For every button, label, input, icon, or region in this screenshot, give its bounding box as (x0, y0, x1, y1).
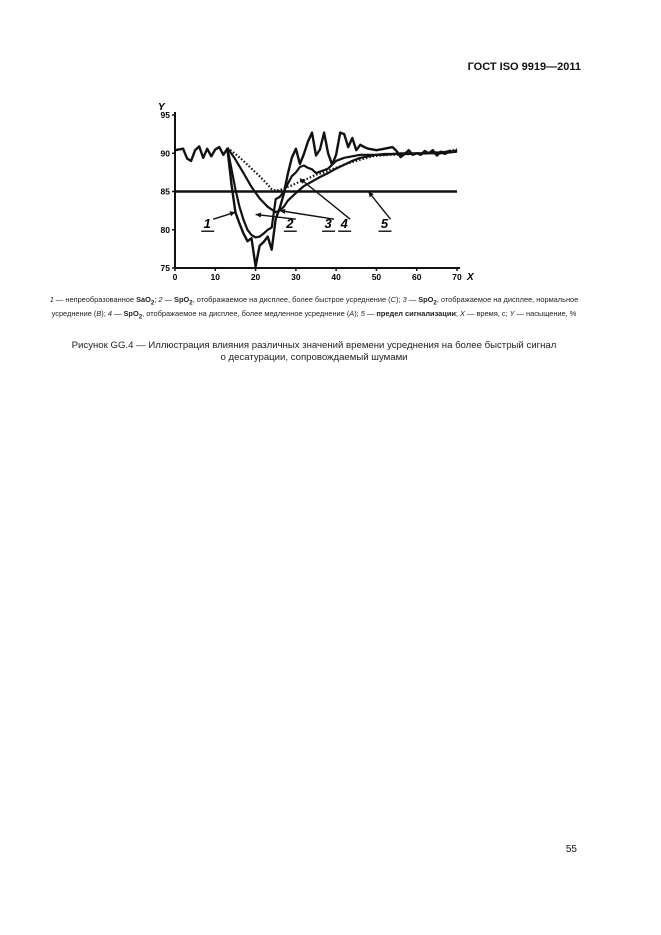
chart-callouts (201, 178, 391, 231)
legend-item2-letter: С (390, 295, 396, 304)
callout-label-4: 4 (340, 216, 348, 232)
legend-x-text: — время, с; (464, 309, 510, 319)
legend-item2-num: 2 (158, 295, 163, 304)
legend-item3-num: 3 (402, 295, 407, 304)
callout-leader-4 (300, 178, 350, 219)
callout-label-3: 3 (324, 216, 332, 232)
figure-caption (48, 340, 580, 364)
legend-item4-end: ); (354, 309, 361, 319)
callout-label-2: 2 (286, 216, 294, 232)
legend-item2-rest: , отображаемое на дисплее, более быстрое усреднение ( (192, 295, 391, 304)
x-tick-label: 50 (371, 272, 382, 282)
legend-item4-text: — (112, 309, 124, 319)
legend-sep1: ; (154, 295, 159, 304)
legend-item3-rest: , отображаемое на дисплее, нормальное усреднение ( (51, 295, 579, 319)
legend-x-symbol: X (460, 309, 465, 319)
legend-item2-text: — (162, 295, 175, 304)
legend-item4-rest: , отображаемое на дисплее, более медленное усреднение ( (142, 309, 350, 319)
x-tick-label: 10 (210, 272, 221, 282)
callout-arrowhead-1 (229, 211, 235, 216)
x-tick-label: 20 (250, 272, 261, 282)
figure-legend (48, 294, 580, 323)
legend-item4-bold: SpO (123, 309, 139, 319)
legend-item3-sub: 2 (433, 299, 437, 307)
caption-line1: Рисунок GG.4 — Иллюстрация влияния различных значений времени усреднения на более быстрый сигнал (71, 340, 557, 351)
callout-label-5: 5 (380, 216, 389, 232)
legend-item5-end: ; (455, 309, 461, 319)
y-tick-label: 85 (160, 186, 170, 197)
y-tick-label: 80 (160, 224, 170, 235)
series-line-4 (227, 148, 457, 191)
legend-item4-num: 4 (107, 309, 112, 319)
legend-item5-num: 5 (360, 309, 365, 319)
legend-item3-letter: В (96, 309, 102, 319)
legend-item1-bold: SaO (136, 295, 151, 304)
legend-item2-sub: 2 (189, 299, 193, 307)
legend-item1-num: 1 (49, 295, 54, 304)
legend-item5-text: — (364, 309, 377, 319)
x-axis-label: X (467, 272, 474, 283)
legend-item2-bold: SpO (174, 295, 190, 304)
legend-item4-letter: А (349, 309, 355, 319)
legend-item1-sub: 2 (150, 299, 155, 307)
x-tick-label: 60 (411, 272, 422, 282)
caption-line2: о десатурации, сопровождаемый шумами (220, 352, 408, 363)
legend-item5-bold: предел сигнализации (376, 309, 456, 319)
legend-item4-sub: 2 (138, 313, 143, 321)
y-axis-label: Y (158, 102, 165, 113)
y-tick-label: 75 (160, 263, 170, 273)
legend-item1-text: — непреобразованное (53, 295, 137, 304)
legend-item3-bold: SpO (418, 295, 434, 304)
x-tick-label: 0 (172, 272, 178, 282)
x-tick-label: 30 (291, 272, 301, 282)
legend-item3-text: — (406, 295, 419, 304)
legend-item3-end: ); (101, 309, 108, 319)
page-number: 55 (565, 844, 577, 855)
legend-y-symbol: Y (509, 309, 515, 319)
standard-header: ГОСТ ISO 9919—2011 (467, 61, 581, 73)
x-tick-label: 40 (331, 272, 341, 282)
callout-label-1: 1 (203, 216, 211, 232)
x-tick-label: 70 (452, 272, 462, 282)
legend-y-text: — насыщение, % (514, 309, 577, 319)
y-tick-label: 95 (160, 110, 170, 120)
y-tick-label: 90 (160, 148, 170, 159)
chart-series (175, 133, 457, 267)
legend-item2-end: ); (395, 295, 403, 304)
